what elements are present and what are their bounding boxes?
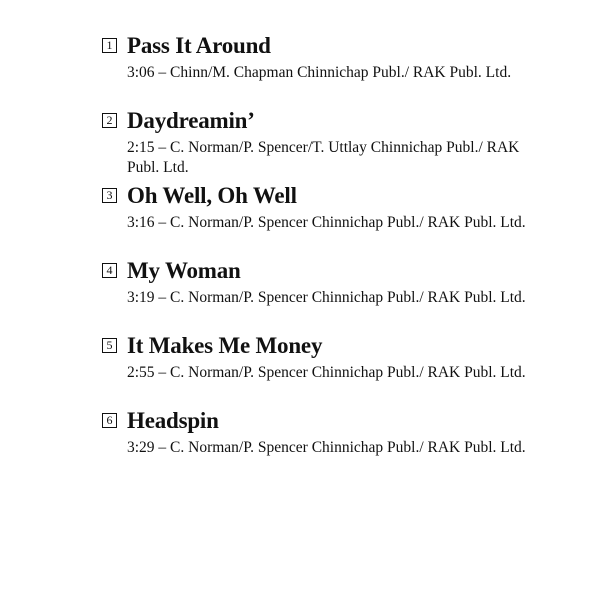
track-title: Pass It Around	[127, 33, 271, 58]
track-number-box: 1	[102, 38, 117, 53]
track-number-box: 4	[102, 263, 117, 278]
track-number-box: 6	[102, 413, 117, 428]
track-title: It Makes Me Money	[127, 333, 323, 358]
track-item	[102, 107, 562, 182]
track-credits: 3:16 – C. Norman/P. Spencer Chinnichap Publ./ RAK Publ. Ltd.	[127, 214, 526, 231]
track-title: My Woman	[127, 258, 241, 283]
track-credits: 2:55 – C. Norman/P. Spencer Chinnichap Publ./ RAK Publ. Ltd.	[127, 364, 526, 381]
track-number-box: 5	[102, 338, 117, 353]
track-item	[102, 32, 562, 107]
track-credits: 2:15 – C. Norman/P. Spencer/T. Uttlay Chinnichap Publ./ RAK Publ. Ltd.	[127, 139, 520, 176]
track-number-box: 3	[102, 188, 117, 203]
track-credits: 3:29 – C. Norman/P. Spencer Chinnichap Publ./ RAK Publ. Ltd.	[127, 439, 526, 456]
track-credits: 3:19 – C. Norman/P. Spencer Chinnichap Publ./ RAK Publ. Ltd.	[127, 289, 526, 306]
track-title: Oh Well, Oh Well	[127, 183, 297, 208]
track-list	[102, 32, 562, 482]
track-number-box: 2	[102, 113, 117, 128]
track-item	[102, 332, 562, 407]
track-credits: 3:06 – Chinn/M. Chapman Chinnichap Publ./ RAK Publ. Ltd.	[127, 64, 512, 81]
track-item	[102, 257, 562, 332]
track-item	[102, 407, 562, 482]
track-title: Daydreamin’	[127, 108, 255, 133]
track-title: Headspin	[127, 408, 219, 433]
track-item	[102, 182, 562, 257]
